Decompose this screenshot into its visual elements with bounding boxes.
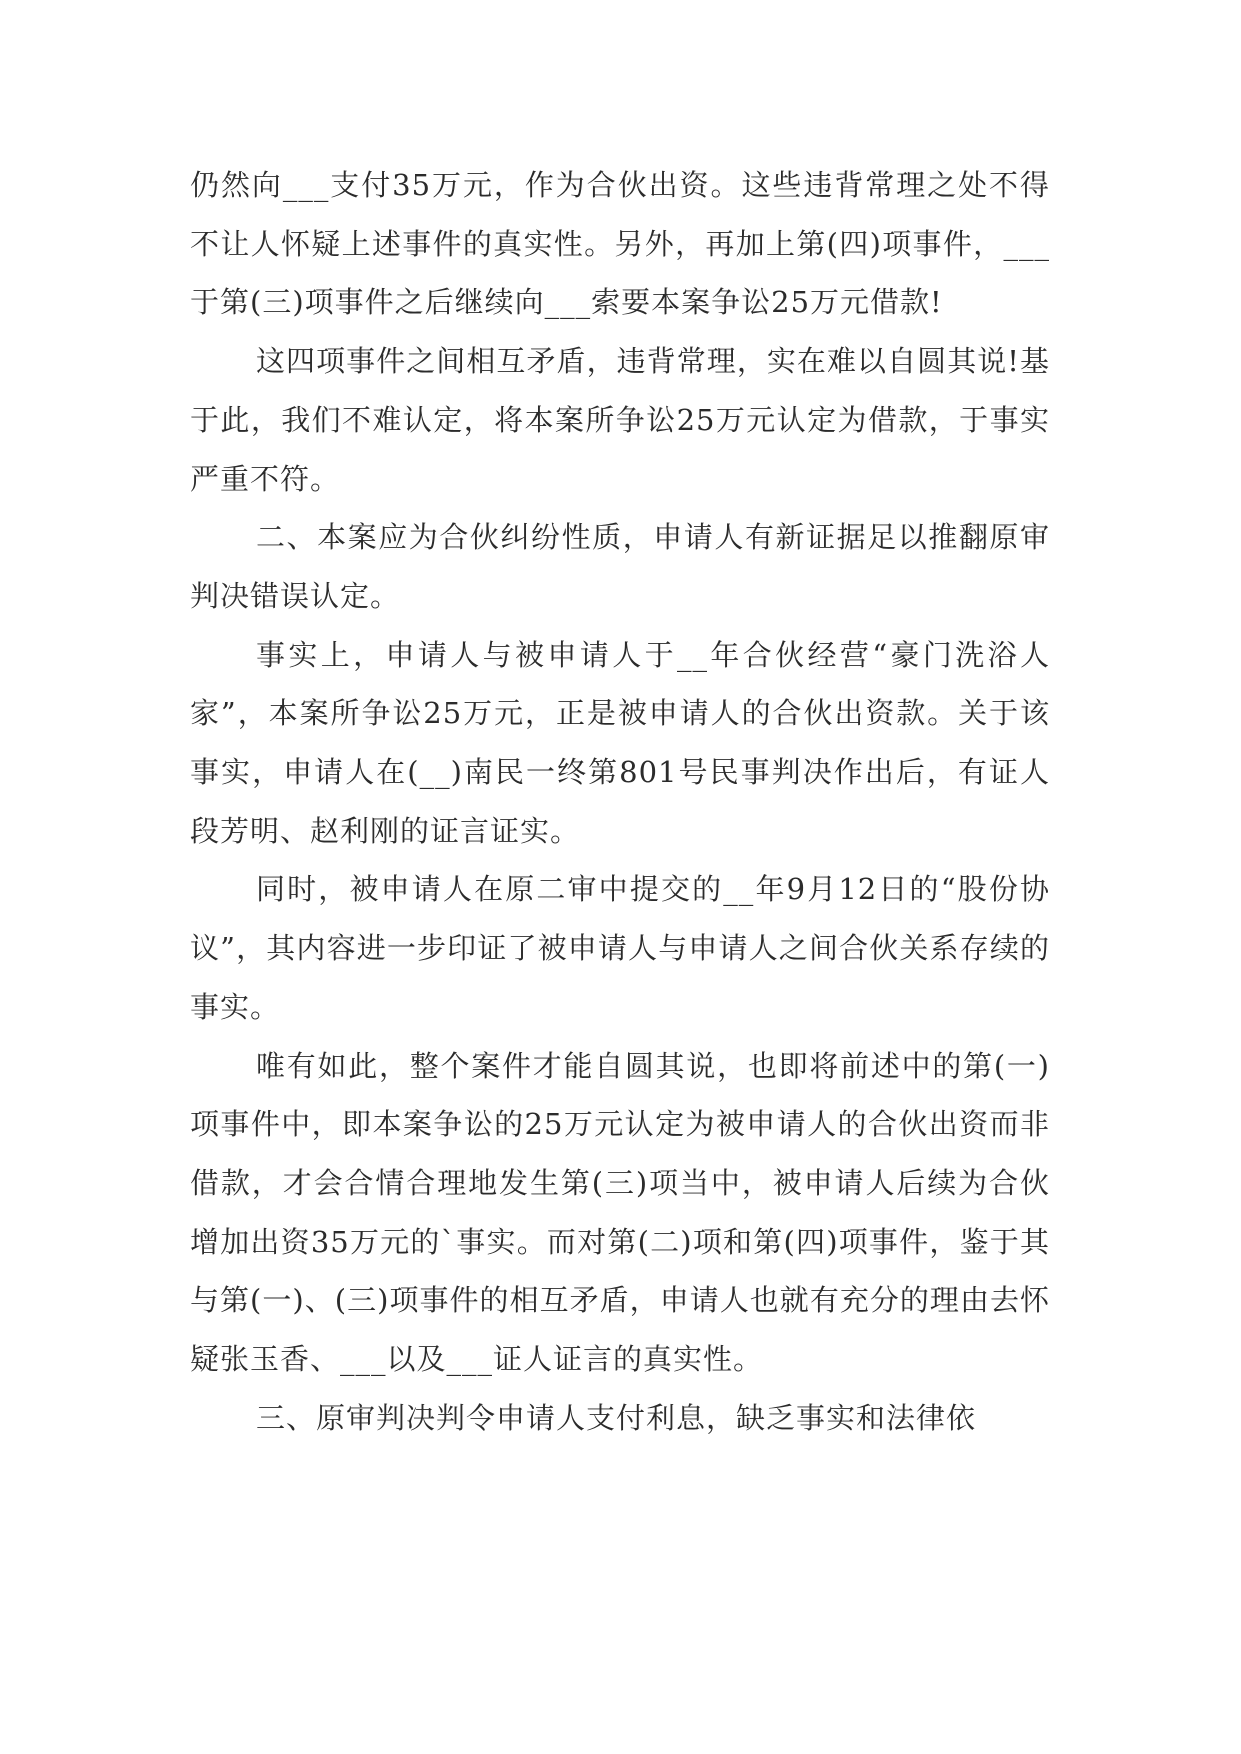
document-body bbox=[190, 156, 1050, 1447]
paragraph-continuation: 仍然向___支付35万元，作为合伙出资。这些违背常理之处不得不让人怀疑上述事件的真实性。另外，再加上第(四)项事件，___于第(三)项事件之后继续向___索要本案争讼25万元借款! bbox=[190, 168, 1050, 320]
paragraph-contradiction-summary: 这四项事件之间相互矛盾，违背常理，实在难以自圆其说!基于此，我们不难认定，将本案所争讼25万元认定为借款，于事实严重不符。 bbox=[190, 344, 1050, 496]
paragraph-conclusion: 唯有如此，整个案件才能自圆其说，也即将前述中的第(一)项事件中，即本案争讼的25万元认定为被申请人的合伙出资而非借款，才会合情合理地发生第(三)项当中，被申请人后续为合伙增加出资35万元的`事实。而对第(二)项和第(四)项事件，鉴于其与第(一)、(三)项事件的相互矛盾，申请人也就有充分的理由去怀疑张玉香、___以及___证人证言的真实性。 bbox=[190, 1048, 1050, 1377]
paragraph-share-agreement: 同时，被申请人在原二审中提交的__年9月12日的“股份协议”，其内容进一步印证了被申请人与申请人之间合伙关系存续的事实。 bbox=[190, 872, 1050, 1024]
section-heading-two: 二、本案应为合伙纠纷性质，申请人有新证据足以推翻原审判决错误认定。 bbox=[190, 520, 1050, 613]
section-heading-three: 三、原审判决判令申请人支付利息，缺乏事实和法律依 bbox=[256, 1400, 977, 1435]
paragraph-partnership-fact: 事实上，申请人与被申请人于__年合伙经营“豪门洗浴人家”，本案所争讼25万元，正是被申请人的合伙出资款。关于该事实，申请人在(__)南民一终第801号民事判决作出后，有证人段芳明、赵利刚的证言证实。 bbox=[190, 637, 1050, 848]
